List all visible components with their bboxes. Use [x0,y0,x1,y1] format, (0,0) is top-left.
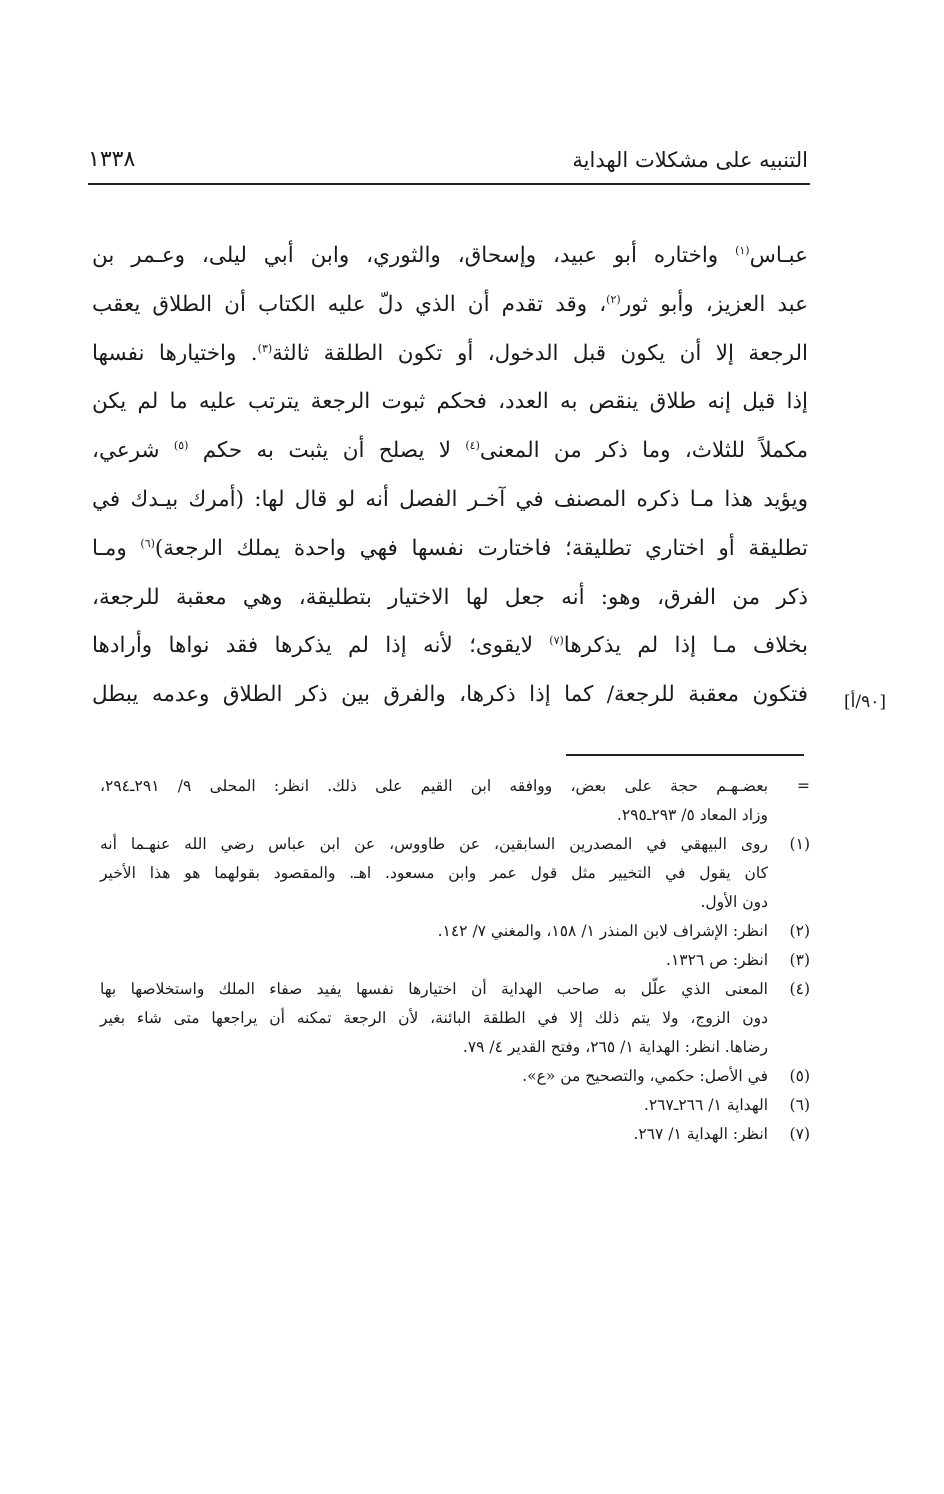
manuscript-folio-marker: [٩٠/أ] [844,692,886,712]
footnote [100,1091,810,1120]
footnote-line: روى البيهقي في المصدرين السابقين، عن طاووس، عن ابن عباس رضي الله عنهـما أنه [100,835,768,853]
footnote-reference: (٧) [549,634,564,648]
text-segment: ومـا [92,535,141,561]
footnote-reference: (١) [735,243,750,257]
text-line [92,330,808,379]
footnote [100,975,810,1062]
footnote-line: بعضـهـم حجة على بعض، ووافقه ابن القيم على ذلك. انظر: المحلى ٩/ ٢٩١ـ٢٩٤، [100,777,769,795]
footnote-line: دون الأول. [700,893,768,911]
footnote-number: (١) [789,835,810,853]
footnote-number: (٣) [789,951,810,969]
footnote-line: انظر: ص ١٣٢٦. [666,951,768,969]
text-line [92,378,808,427]
footnote-line: المعنى الذي علّل به صاحب الهداية أن اختيارها نفسها يفيد صفاء الملك واستخلاصها بها [100,980,768,998]
text-line [92,232,808,281]
footnote-number: = [797,777,810,795]
footnote-text [100,830,768,917]
text-segment: بخلاف مـا إذا لم يذكرها [563,633,808,659]
text-segment: ذكر من الفرق، وهو: أنه جعل لها الاختيار بتطليقة، وهي معقبة للرجعة، [92,584,808,610]
footnote-number: (٤) [789,980,810,998]
footnote [100,1120,810,1149]
footnote-text [100,946,768,975]
text-line [92,525,808,574]
footnote-text [100,917,768,946]
text-line [92,622,808,671]
footnote-text [100,772,768,830]
text-segment: ويؤيد هذا مـا ذكره المصنف في آخـر الفصل أنه لو قال لها: (أمرك بيـدك في [92,486,808,512]
text-segment: ، وقد تقدم أن الذي دلّ عليه الكتاب أن الطلاق يعقب [92,291,607,317]
footnote [100,917,810,946]
footnote-reference: (٦) [140,536,155,550]
footnote [100,772,810,830]
footnote-separator [566,754,804,756]
text-line [92,574,808,623]
text-segment: لا يصلح أن يثبت به حكم [188,438,466,464]
text-segment: إذا قيل إنه طلاق ينقص به العدد، فحكم ثبوت الرجعة يترتب عليه ما لم يكن [92,389,808,415]
text-line [92,281,808,330]
footnote-reference: (٢) [606,292,621,306]
footnote-line: كان يقول في التخيير مثل قول عمر وابن مسعود. اهـ. والمقصود بقولهما هو هذا الأخير [100,864,768,882]
footnotes [100,772,810,1149]
text-segment: الرجعة إلا أن يكون قبل الدخول، أو تكون الطلقة ثالثة [272,340,809,366]
page-number: ١٣٣٨ [88,147,136,172]
text-segment: لايقوى؛ لأنه إذا لم يذكرها فقد نواها وأرادها [92,633,550,659]
text-segment: مكملاً للثلاث، وما ذكر من المعنى [479,438,808,464]
footnote-reference: (٥) [173,439,189,453]
footnote-text [100,1091,768,1120]
footnote-line: انظر: الإشراف لابن المنذر ١/ ١٥٨، والمغني ٧/ ١٤٢. [437,922,768,940]
footnote [100,830,810,917]
text-segment: فتكون معقبة للرجعة/ كما إذا ذكرها، والفرق بين ذكر الطلاق وعدمه يبطل [92,682,808,708]
text-segment: عبـاس [749,243,808,268]
text-line [92,427,808,476]
book-title: التنبيه على مشكلات الهداية [572,148,808,172]
text-segment: عبد العزيز، وأبو ثور [620,291,808,317]
footnote-line: وزاد المعاد ٥/ ٢٩٣ـ٢٩٥. [616,806,768,824]
footnote-line: رضاها. انظر: الهداية ١/ ٢٦٥، وفتح القدير ٤/ ٧٩. [462,1038,768,1056]
footnote [100,946,810,975]
text-segment: واختاره أبو عبيد، وإسحاق، والثوري، وابن أبي ليلى، وعـمر بن [92,243,736,268]
footnote-line: في الأصل: حكمي، والتصحيح من «ع». [522,1067,768,1085]
footnote-number: (٥) [789,1067,810,1085]
footnote [100,1062,810,1091]
footnote-line: دون الزوج، ولا يتم ذلك إلا في الطلقة البائنة، لأن الرجعة تمكنه أن يراجعها متى شاء بغير [100,1009,768,1027]
text-line [92,671,808,720]
text-line [92,476,808,525]
footnote-number: (٦) [789,1096,810,1114]
running-header [88,140,808,180]
text-segment: . واختيارها نفسها [92,340,258,366]
footnote-line: الهداية ١/ ٢٦٦ـ٢٦٧. [643,1096,768,1114]
footnote-line: انظر: الهداية ١/ ٢٦٧. [633,1125,768,1143]
footnote-text [100,1120,768,1149]
footnote-reference: (٣) [257,341,273,355]
footnote-number: (٧) [789,1125,810,1143]
main-text [92,232,808,720]
footnote-text [100,1062,768,1091]
header-rule [88,183,810,185]
footnote-number: (٢) [789,922,810,940]
footnote-text [100,975,768,1062]
text-segment: شرعي، [92,438,174,464]
footnote-reference: (٤) [465,439,480,453]
text-segment: تطليقة أو اختاري تطليقة؛ فاختارت نفسها فهي واحدة يملك الرجعة) [154,535,808,561]
